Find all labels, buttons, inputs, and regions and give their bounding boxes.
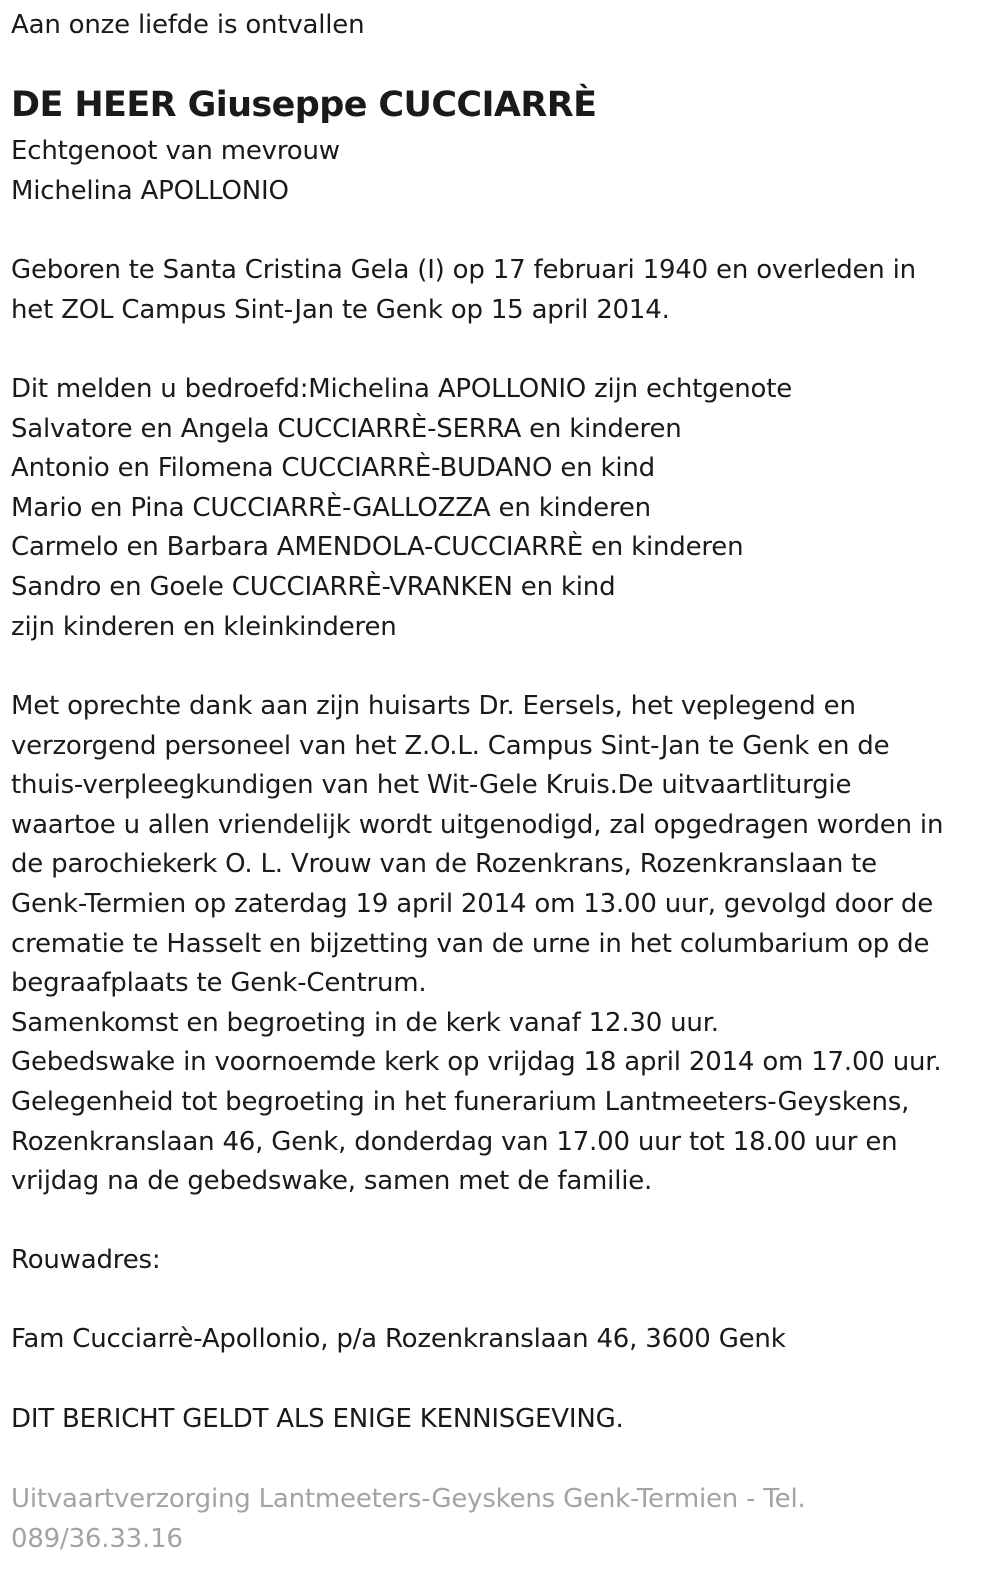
family-line: Salvatore en Angela CUCCIARRÈ-SERRA en kinderen [11, 413, 682, 444]
family-line: Antonio en Filomena CUCCIARRÈ-BUDANO en kind [11, 453, 655, 484]
thanks-line: Gelegenheid tot begroeting in het funerarium Lantmeeters-Geyskens, [11, 1086, 910, 1117]
spouse-line: Echtgenoot van mevrouw [11, 136, 340, 166]
family-line: Sandro en Goele CUCCIARRÈ-VRANKEN en kind [11, 571, 616, 602]
thanks-line: Rozenkranslaan 46, Genk, donderdag van 17.00 uur tot 18.00 uur en [11, 1126, 898, 1157]
spouse-line: Michelina APOLLONIO [11, 175, 289, 206]
footer-line: Uitvaartverzorging Lantmeeters-Geyskens Genk-Termien - Tel. [11, 1484, 806, 1514]
address: Fam Cucciarrè-Apollonio, p/a Rozenkranslaan 46, 3600 Genk [11, 1324, 786, 1354]
birth-death-line: Geboren te Santa Cristina Gela (I) op 17 februari 1940 en overleden in [11, 255, 916, 285]
footer [11, 1480, 806, 1559]
deceased-name: DE HEER Giuseppe CUCCIARRÈ [11, 85, 597, 125]
footer-line: 089/36.33.16 [11, 1523, 183, 1554]
thanks-line: thuis-verpleegkundigen van het Wit-Gele Kruis.De uitvaartliturgie [11, 770, 852, 801]
thanks-line: crematie te Hasselt en bijzetting van de urne in het columbarium op de [11, 928, 930, 959]
thanks-line: Gebedswake in voornoemde kerk op vrijdag 18 april 2014 om 17.00 uur. [11, 1047, 942, 1078]
spouse-block [11, 132, 340, 211]
thanks-line: de parochiekerk O. L. Vrouw van de Rozenkrans, Rozenkranslaan te [11, 849, 877, 880]
family-line: Mario en Pina CUCCIARRÈ-GALLOZZA en kinderen [11, 492, 651, 523]
thanks-line: Genk-Termien op zaterdag 19 april 2014 om 13.00 uur, gevolgd door de [11, 888, 933, 919]
birth-death-block [11, 251, 916, 330]
thanks-line: Samenkomst en begroeting in de kerk vanaf 12.30 uur. [11, 1007, 719, 1038]
thanks-line: begraafplaats te Genk-Centrum. [11, 968, 427, 999]
family-line: Dit melden u bedroefd:Michelina APOLLONIO zijn echtgenote [11, 374, 792, 404]
thanks-and-ceremony-block [11, 687, 943, 1202]
address-label: Rouwadres: [11, 1245, 161, 1275]
family-line: zijn kinderen en kleinkinderen [11, 611, 397, 642]
thanks-line: Met oprechte dank aan zijn huisarts Dr. Eersels, het veplegend en [11, 691, 856, 721]
thanks-line: verzorgend personeel van het Z.O.L. Campus Sint-Jan te Genk en de [11, 730, 890, 761]
birth-death-line: het ZOL Campus Sint-Jan te Genk op 15 april 2014. [11, 294, 670, 325]
family-block [11, 370, 792, 647]
thanks-line: waartoe u allen vriendelijk wordt uitgenodigd, zal opgedragen worden in [11, 809, 944, 840]
intro-text: Aan onze liefde is ontvallen [11, 10, 365, 40]
family-line: Carmelo en Barbara AMENDOLA-CUCCIARRÈ en kinderen [11, 532, 744, 563]
thanks-line: vrijdag na de gebedswake, samen met de familie. [11, 1166, 653, 1197]
notice: DIT BERICHT GELDT ALS ENIGE KENNISGEVING. [11, 1404, 624, 1434]
